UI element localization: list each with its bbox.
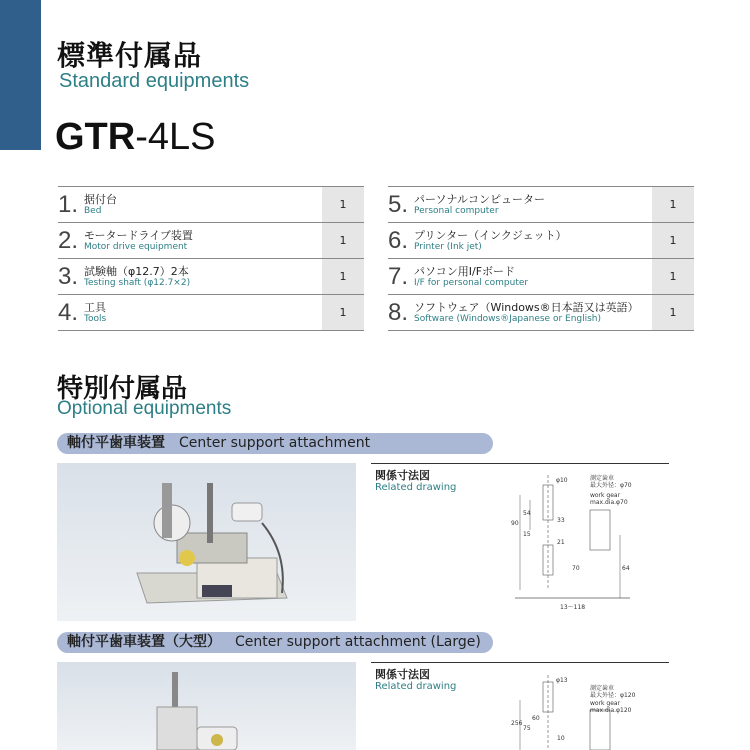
standard-items-right <box>388 186 694 331</box>
section-title-jp: 軸付平歯車装置（大型） <box>67 634 221 650</box>
item-jp: モータードライブ装置 <box>84 228 193 242</box>
section-title-en: Center support attachment <box>179 435 371 451</box>
item-desc <box>414 295 652 331</box>
drawing-dim: 60 <box>532 715 540 722</box>
table-row <box>388 223 694 259</box>
table-row <box>58 295 364 331</box>
related-drawing-en: Related drawing <box>375 482 457 493</box>
drawing-dim: 15 <box>523 531 531 538</box>
drawing-dim: 10 <box>557 735 565 742</box>
related-divider <box>371 662 669 663</box>
product-photo <box>57 463 356 621</box>
product-photo <box>57 662 356 750</box>
item-qty: 1 <box>322 259 364 295</box>
item-qty: 1 <box>652 223 694 259</box>
section-title-en: Center support attachment (Large) <box>235 634 481 650</box>
item-number: 1. <box>58 187 84 223</box>
item-jp: 試験軸（φ12.7）2本 <box>84 264 189 278</box>
standard-title-jp: 標準付属品 <box>57 39 203 72</box>
drawing-note-3: work gear <box>590 700 621 707</box>
item-desc <box>414 259 652 295</box>
drawing-dim: 64 <box>622 565 630 572</box>
table-row <box>58 259 364 295</box>
drawing-top-dia: φ10 <box>556 477 568 484</box>
related-drawing-en: Related drawing <box>375 681 457 692</box>
section-header-center-support-large <box>57 632 493 653</box>
drawing-note-3: work gear <box>590 492 621 499</box>
drawing-dim: 256 <box>511 720 523 727</box>
item-jp: 工具 <box>84 300 106 314</box>
side-accent-bar <box>0 0 41 150</box>
item-desc <box>414 223 652 259</box>
standard-title-en: Standard equipments <box>59 70 250 92</box>
item-jp: パーソナルコンピューター <box>414 192 546 206</box>
item-qty: 1 <box>322 223 364 259</box>
drawing-dim: 54 <box>523 510 531 517</box>
item-number: 7. <box>388 259 414 295</box>
machine-illustration <box>57 662 356 750</box>
item-number: 8. <box>388 295 414 331</box>
item-jp: 据付台 <box>84 192 117 206</box>
related-divider <box>371 463 669 464</box>
dimension-drawing <box>510 470 660 615</box>
item-number: 5. <box>388 187 414 223</box>
item-qty: 1 <box>322 187 364 223</box>
item-en: Software (Windows®Japanese or English) <box>414 313 602 324</box>
table-row <box>388 295 694 331</box>
item-qty: 1 <box>322 295 364 331</box>
drawing-note-1: 測定歯車 <box>590 475 615 482</box>
model-name-rest: -4LS <box>135 116 216 158</box>
section-title-jp: 軸付平歯車装置 <box>67 435 165 451</box>
optional-title-en: Optional equipments <box>57 398 232 419</box>
related-drawing-jp: 関係寸法図 <box>375 469 430 482</box>
item-qty: 1 <box>652 295 694 331</box>
drawing-note-2: 最大外径：φ120 <box>590 692 636 699</box>
item-desc <box>84 223 322 259</box>
table-row <box>388 187 694 223</box>
drawing-note-2: 最大外径：φ70 <box>590 482 632 489</box>
drawing-note-4: max.dia.φ70 <box>590 499 628 506</box>
item-number: 6. <box>388 223 414 259</box>
drawing-dim: 75 <box>523 725 531 732</box>
standard-items-left <box>58 186 364 331</box>
drawing-dim: 13～118 <box>560 604 586 611</box>
model-name-bold: GTR <box>55 116 136 158</box>
item-en: Personal computer <box>414 205 499 216</box>
drawing-note-1: 測定歯車 <box>590 685 615 692</box>
item-desc <box>84 259 322 295</box>
item-en: Printer (Ink jet) <box>414 241 482 252</box>
item-jp: パソコン用I/Fボード <box>414 264 516 278</box>
section-header-center-support <box>57 433 493 454</box>
item-desc <box>414 187 652 223</box>
table-row <box>58 223 364 259</box>
item-en: Motor drive equipment <box>84 241 188 252</box>
item-desc <box>84 295 322 331</box>
item-jp: プリンター（インクジェット） <box>414 228 567 242</box>
item-en: Testing shaft (φ12.7×2) <box>84 277 191 288</box>
optional-title-jp: 特別付属品 <box>57 374 188 404</box>
item-number: 3. <box>58 259 84 295</box>
drawing-dim: 70 <box>572 565 580 572</box>
table-row <box>58 187 364 223</box>
dimension-drawing <box>510 670 660 750</box>
drawing-dim: 21 <box>557 539 565 546</box>
item-qty: 1 <box>652 259 694 295</box>
drawing-note-4: max.dia.φ120 <box>590 707 632 714</box>
drawing-top-dia: φ13 <box>556 677 568 684</box>
model-name <box>55 116 216 159</box>
related-drawing-jp: 関係寸法図 <box>375 668 430 681</box>
table-row <box>388 259 694 295</box>
drawing-dim: 90 <box>511 520 519 527</box>
machine-illustration <box>57 463 356 621</box>
item-jp: ソフトウェア（Windows®日本語又は英語） <box>414 300 639 314</box>
drawing-dim: 33 <box>557 517 565 524</box>
item-en: Bed <box>84 205 102 216</box>
item-number: 4. <box>58 295 84 331</box>
item-en: Tools <box>84 313 107 324</box>
item-en: I/F for personal computer <box>414 277 529 288</box>
item-qty: 1 <box>652 187 694 223</box>
item-desc <box>84 187 322 223</box>
item-number: 2. <box>58 223 84 259</box>
